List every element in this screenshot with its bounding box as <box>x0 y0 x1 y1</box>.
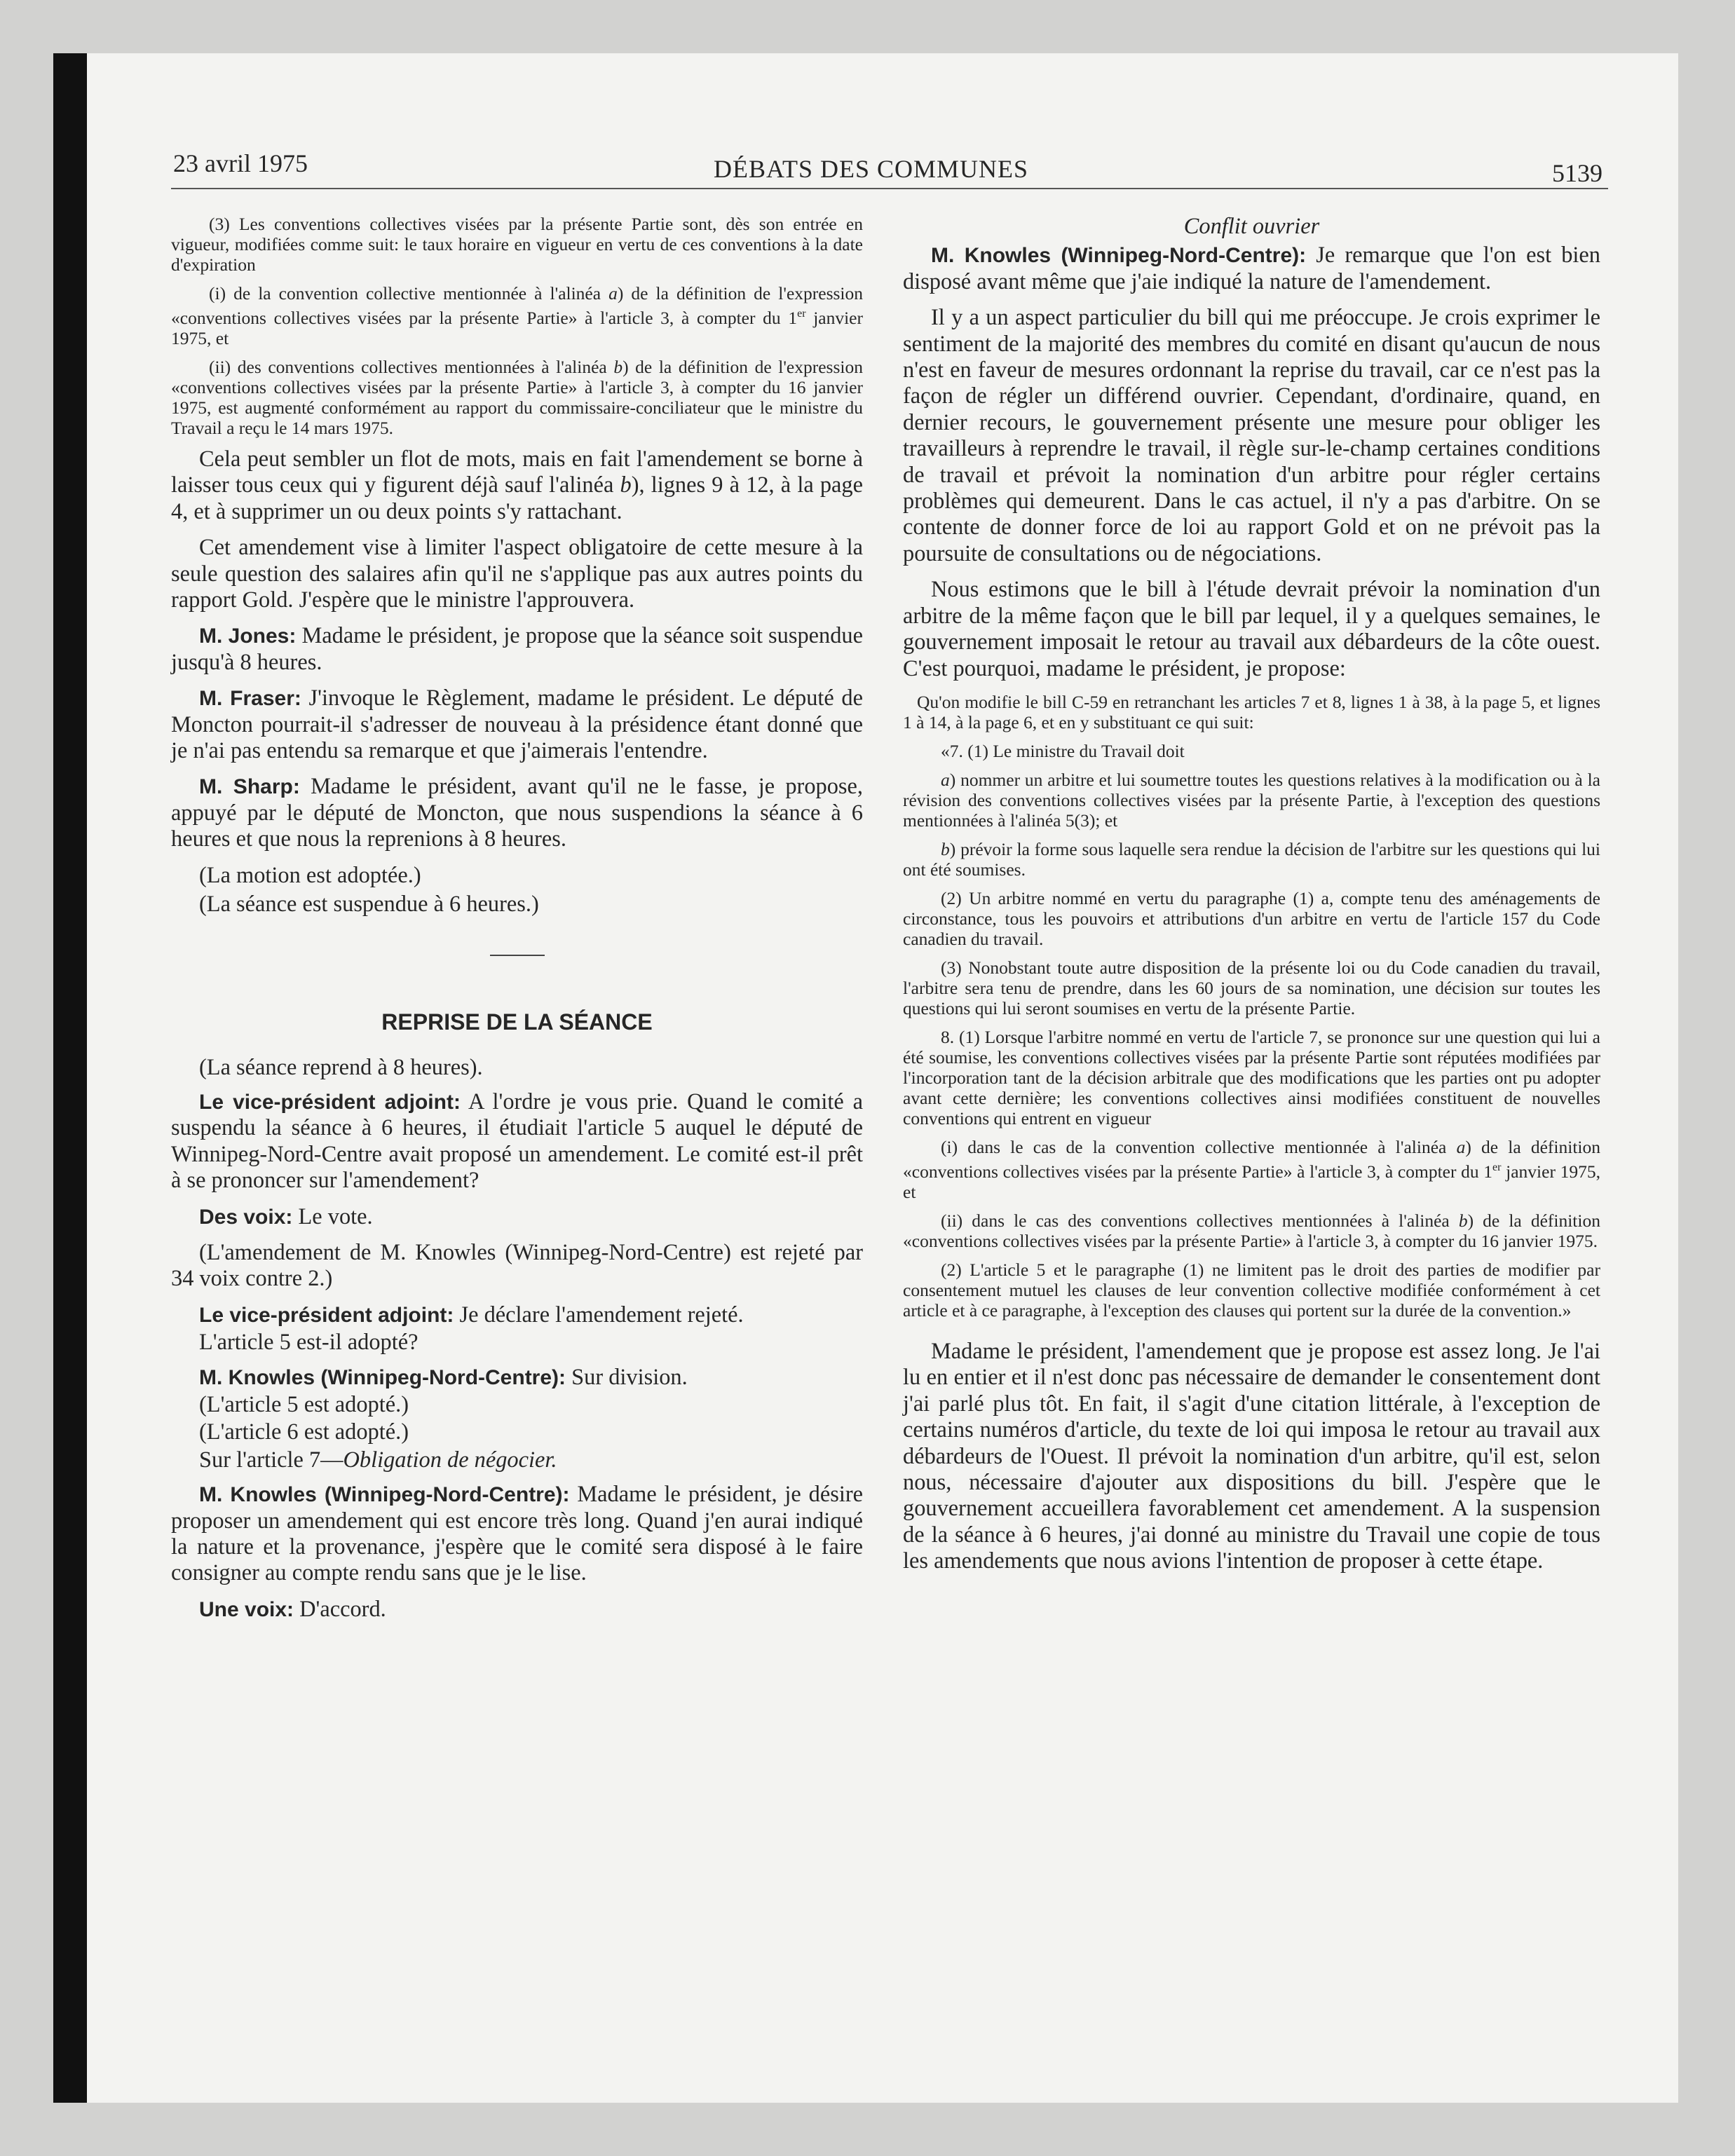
header-date: 23 avril 1975 <box>173 149 308 177</box>
procedural-note: (La séance reprend à 8 heures). <box>199 1054 483 1080</box>
amendment-motion: Qu'on modifie le bill C-59 en retranchant les articles 7 et 8, lignes 1 à 38, à la page 5, et lignes 1 à 14, à la page 6, et en y substituant ce qui suit: <box>903 691 1600 732</box>
speaker-entry-vice-president: Le vice-président adjoint: A l'ordre je vous prie. Quand le comité a suspendu la séance à 6 heures, il étudiait l'article 5 auquel le député de Winnipeg-Nord-Centre avait proposé un amendement. Le comité est-il prêt à se prononcer sur l'amendement? <box>171 1089 863 1194</box>
speech-paragraph: Il y a un aspect particulier du bill qui me préoccupe. Je crois exprimer le sentiment de la majorité des membres du comité en disant qu'aucun de nous n'est en faveur de mesures ordonnant la reprise du travail, car ce n'est pas la façon de régler un différend ouvrier. Cependant, d'ordinaire, quand, en dernier recours, le gouvernement présente une mesure pour obliger les travailleurs à reprendre le travail, il règle sur-le-champ certaines conditions de travail et prévoit la nomination d'un arbitre pour régler certains problèmes qui demeurent. Dans le cas actuel, il n'y a pas d'arbitre. On se contente de donner force de loi au rapport Gold et on ne prévoit pas la poursuite de consultations ou de négociations. <box>903 305 1600 566</box>
procedural-note: (L'article 6 est adopté.) <box>199 1419 409 1445</box>
speaker-entry-voice: Une voix: D'accord. <box>199 1596 386 1622</box>
speaker-entry-knowles: M. Knowles (Winnipeg-Nord-Centre): Je remarque que l'on est bien disposé avant même que j'aie indiqué la nature de l'amendement. <box>903 243 1600 294</box>
speaker-name: Une voix: <box>199 1597 294 1621</box>
clause-title: Sur l'article 7—Obligation de négocier. <box>199 1447 557 1473</box>
speaker-entry-knowles: M. Knowles (Winnipeg-Nord-Centre): Madame le président, je désire proposer un amendement qui est encore très long. Quand j'en aurai indiqué la nature et la provenance, j'espère que le comité sera disposé à le faire consigner au compte rendu sans que je le lise. <box>171 1482 863 1586</box>
right-column <box>903 214 1600 1585</box>
header-rule <box>171 188 1608 189</box>
left-column <box>171 214 863 1632</box>
procedural-note: (L'article 5 est adopté.) <box>199 1391 409 1417</box>
page-number: 5139 <box>1552 159 1603 187</box>
amendment-clause: (3) Nonobstant toute autre disposition de la présente loi ou du Code canadien du travail, l'arbitre sera tenu de prendre, dans les 60 jours de sa nomination, une décision sur toutes les questions qui lui seront soumises en vertu de la présente Partie. <box>903 957 1600 1018</box>
speech-paragraph: Cela peut sembler un flot de mots, mais en fait l'amendement se borne à laisser tous ceux qui y figurent déjà sauf l'alinéa b), lignes 9 à 12, à la page 4, et à supprimer un ou deux points s'y rattachant. <box>171 446 863 524</box>
subject-heading: Conflit ouvrier <box>1183 214 1320 239</box>
section-divider <box>490 955 545 956</box>
running-head: DÉBATS DES COMMUNES <box>714 155 1029 183</box>
speaker-name: Le vice-président adjoint: <box>199 1303 454 1327</box>
speaker-entry-sharp: M. Sharp: Madame le président, avant qu'il ne le fasse, je propose, appuyé par le député de Moncton, que nous suspendions la séance à 6 heures et que nous la reprenions à 8 heures. <box>171 774 864 852</box>
speaker-name: M. Fraser: <box>199 687 301 711</box>
speaker-name: M. Knowles (Winnipeg-Nord-Centre): <box>199 1365 566 1389</box>
quote-item-ii: (ii) des conventions collectives mentionnées à l'alinéa b) de la définition de l'expression «conventions collectives visées par la présente Partie» à l'article 3, à compter du 16 janvier 1975, est augmenté conformément au rapport du commissaire-conciliateur que le ministre du Travail a reçu le 14 mars 1975. <box>171 357 863 438</box>
amendment-clause: (ii) dans le cas des conventions collectives mentionnées à l'alinéa b) de la définition «conventions collectives visées par la présente Partie» à l'article 3, à compter du 16 janvier 1975. <box>903 1210 1600 1251</box>
speaker-name: Des voix: <box>199 1205 293 1229</box>
speaker-name: Le vice-président adjoint: <box>199 1090 461 1114</box>
amendment-clause: (i) dans le cas de la convention collective mentionnée à l'alinéa a) de la définition «conventions collectives visées par la présente Partie» à l'article 3, à compter du 1er janvier 1975, et <box>903 1136 1600 1202</box>
speaker-name: M. Knowles (Winnipeg-Nord-Centre): <box>931 244 1307 268</box>
binding-edge <box>53 53 87 2103</box>
procedural-note: (La motion est adoptée.) <box>199 862 421 888</box>
speaker-entry-voices: Des voix: Le vote. <box>199 1203 373 1229</box>
amendment-clause: (2) Un arbitre nommé en vertu du paragraphe (1) a, compte tenu des aménagements de circonstance, tous les pouvoirs et attributions d'un arbitre en vertu de l'article 157 du Code canadien du travail. <box>903 887 1600 949</box>
speaker-name: M. Sharp: <box>199 775 300 799</box>
amendment-clause: «7. (1) Le ministre du Travail doit <box>941 740 1185 761</box>
quote-paragraph: (3) Les conventions collectives visées par la présente Partie sont, dès son entrée en vigueur, modifiées comme suit: le taux horaire en vigueur en vertu de ces conventions à la date d'expiration <box>171 214 863 275</box>
amendment-clause: a) nommer un arbitre et lui soumettre toutes les questions relatives à la modification ou à la révision des conventions collectives visées par la présente Partie, à l'exception des questions mentionnées à l'alinéa 5(3); et <box>903 769 1600 831</box>
section-heading: REPRISE DE LA SÉANCE <box>381 1009 653 1035</box>
speaker-entry-fraser: M. Fraser: J'invoque le Règlement, madame le président. Le député de Moncton pourrait-il s'adresser de nouveau à la présidence étant donné que je n'ai pas entendu sa remarque et que j'aimerais l'entendre. <box>171 685 863 764</box>
procedural-note: (L'amendement de M. Knowles (Winnipeg-Nord-Centre) est rejeté par 34 voix contre 2.) <box>171 1239 863 1292</box>
speaker-name: M. Knowles (Winnipeg-Nord-Centre): <box>199 1483 570 1507</box>
speaker-name: M. Jones: <box>199 625 297 648</box>
speech-paragraph: Nous estimons que le bill à l'étude devrait prévoir la nomination d'un arbitre de la même façon que le bill par lequel, il y a quelques semaines, le gouvernement imposait le retour au travail aux débardeurs de la côte ouest. C'est pourquoi, madame le président, je propose: <box>903 577 1600 681</box>
speaker-entry-knowles: M. Knowles (Winnipeg-Nord-Centre): Sur division. <box>199 1364 688 1390</box>
speaker-entry-vice-president: Le vice-président adjoint: Je déclare l'amendement rejeté. <box>199 1302 744 1328</box>
quote-item-i: (i) de la convention collective mentionnée à l'alinéa a) de la définition de l'expression «conventions collectives visées par la présente Partie» à l'article 3, à compter du 1er janvier 1975, et <box>171 283 863 348</box>
question-line: L'article 5 est-il adopté? <box>199 1330 419 1356</box>
speech-paragraph: Madame le président, l'amendement que je propose est assez long. Je l'ai lu en entier et il n'est donc pas nécessaire de demander le consentement dont j'ai parlé plus tôt. En fait, il s'agit d'une citation littérale, à l'exception de certains numéros d'article, du texte de loi qui imposa le retour au travail aux débardeurs de l'Ouest. Il prévoit la nomination d'un arbitre, qu'il est, selon nous, nécessaire d'ajouter aux dispositions du bill. J'espère que le gouvernement accueillera favorablement cet amendement. A la suspension de la séance à 6 heures, j'ai donné au ministre du Travail une copie de tous les amendements que nous avions l'intention de proposer à cette étape. <box>903 1338 1600 1574</box>
amendment-clause: b) prévoir la forme sous laquelle sera rendue la décision de l'arbitre sur les questions qui lui ont été soumises. <box>903 838 1600 880</box>
amendment-clause: (2) L'article 5 et le paragraphe (1) ne limitent pas le droit des parties de modifier par consentement mutuel les clauses de leur convention collective modifiée conformément à cet article et à ce paragraphe, à l'exception des clauses qui portent sur la durée de la convention.» <box>903 1259 1600 1321</box>
procedural-note: (La séance est suspendue à 6 heures.) <box>199 892 539 917</box>
speaker-entry-jones: M. Jones: Madame le président, je propose que la séance soit suspendue jusqu'à 8 heures. <box>171 623 863 675</box>
amendment-clause: 8. (1) Lorsque l'arbitre nommé en vertu de l'article 7, se prononce sur une question qui lui a été soumise, les conventions collectives visées par la présente Partie sont réputées modifiées par l'incorporation tant de la décision arbitrale que des modifications que les parties ont pu adopter avant cette dernière; les conventions collectives ainsi modifiées constituent de nouvelles conventions qui entrent en vigueur <box>903 1026 1600 1128</box>
speech-paragraph: Cet amendement vise à limiter l'aspect obligatoire de cette mesure à la seule question des salaires afin qu'il ne s'applique pas aux autres points du rapport Gold. J'espère que le ministre l'approuvera. <box>171 535 863 613</box>
